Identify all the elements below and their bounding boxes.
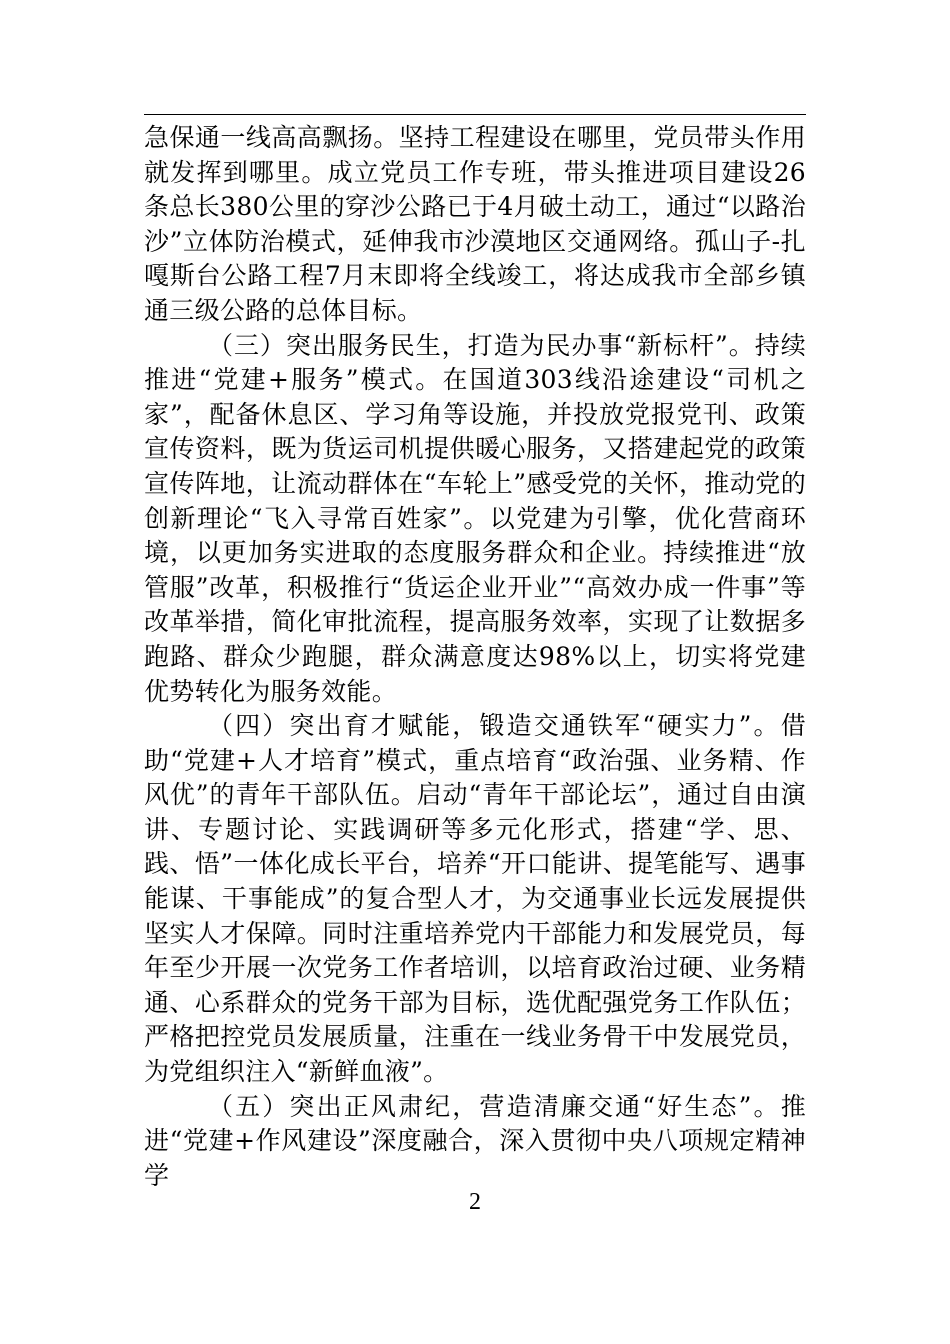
document-body bbox=[144, 121, 806, 1193]
header-rule bbox=[144, 114, 806, 115]
paragraph-section-5: （五）突出正风肃纪，营造清廉交通“好生态”。推进“党建+作风建设”深度融合，深入贯彻中央八项规定精神学 bbox=[144, 1091, 806, 1190]
paragraph-section-4: （四）突出育才赋能，锻造交通铁军“硬实力”。借助“党建+人才培育”模式，重点培育“政治强、业务精、作风优”的青年干部队伍。启动“青年干部论坛”，通过自由演讲、专题讨论、实践调研等多元化形式，搭建“学、思、践、悟”一体化成长平台，培养“开口能讲、提笔能写、遇事能谋、干事能成”的复合型人才，为交通事业长远发展提供坚实人才保障。同时注重培养党内干部能力和发展党员，每年至少开展一次党务工作者培训，以培育政治过硬、业务精通、心系群众的党务干部为目标，选优配强党务工作队伍；严格把控党员发展质量，注重在一线业务骨干中发展党员，为党组织注入“新鲜血液”。 bbox=[144, 711, 806, 1087]
paragraph-continuation: 急保通一线高高飘扬。坚持工程建设在哪里，党员带头作用就发挥到哪里。成立党员工作专班，带头推进项目建设26条总长380公里的穿沙公路已于4月破土动工，通过“以路治沙”立体防治模式，延伸我市沙漠地区交通网络。孤山子-扎嘎斯台公路工程7月末即将全线竣工，将达成我市全部乡镇通三级公路的总体目标。 bbox=[144, 123, 806, 325]
paragraph-section-3: （三）突出服务民生，打造为民办事“新标杆”。持续推进“党建+服务”模式。在国道303线沿途建设“司机之家”，配备休息区、学习角等设施，并投放党报党刊、政策宣传资料，既为货运司机提供暖心服务，又搭建起党的政策宣传阵地，让流动群体在“车轮上”感受党的关怀，推动党的创新理论“飞入寻常百姓家”。以党建为引擎，优化营商环境，以更加务实进取的态度服务群众和企业。持续推进“放管服”改革，积极推行“货运企业开业”“高效办成一件事”等改革举措，简化审批流程，提高服务效率，实现了让数据多跑路、群众少跑腿，群众满意度达98%以上，切实将党建优势转化为服务效能。 bbox=[144, 330, 806, 706]
page-number: 2 bbox=[469, 1189, 481, 1215]
